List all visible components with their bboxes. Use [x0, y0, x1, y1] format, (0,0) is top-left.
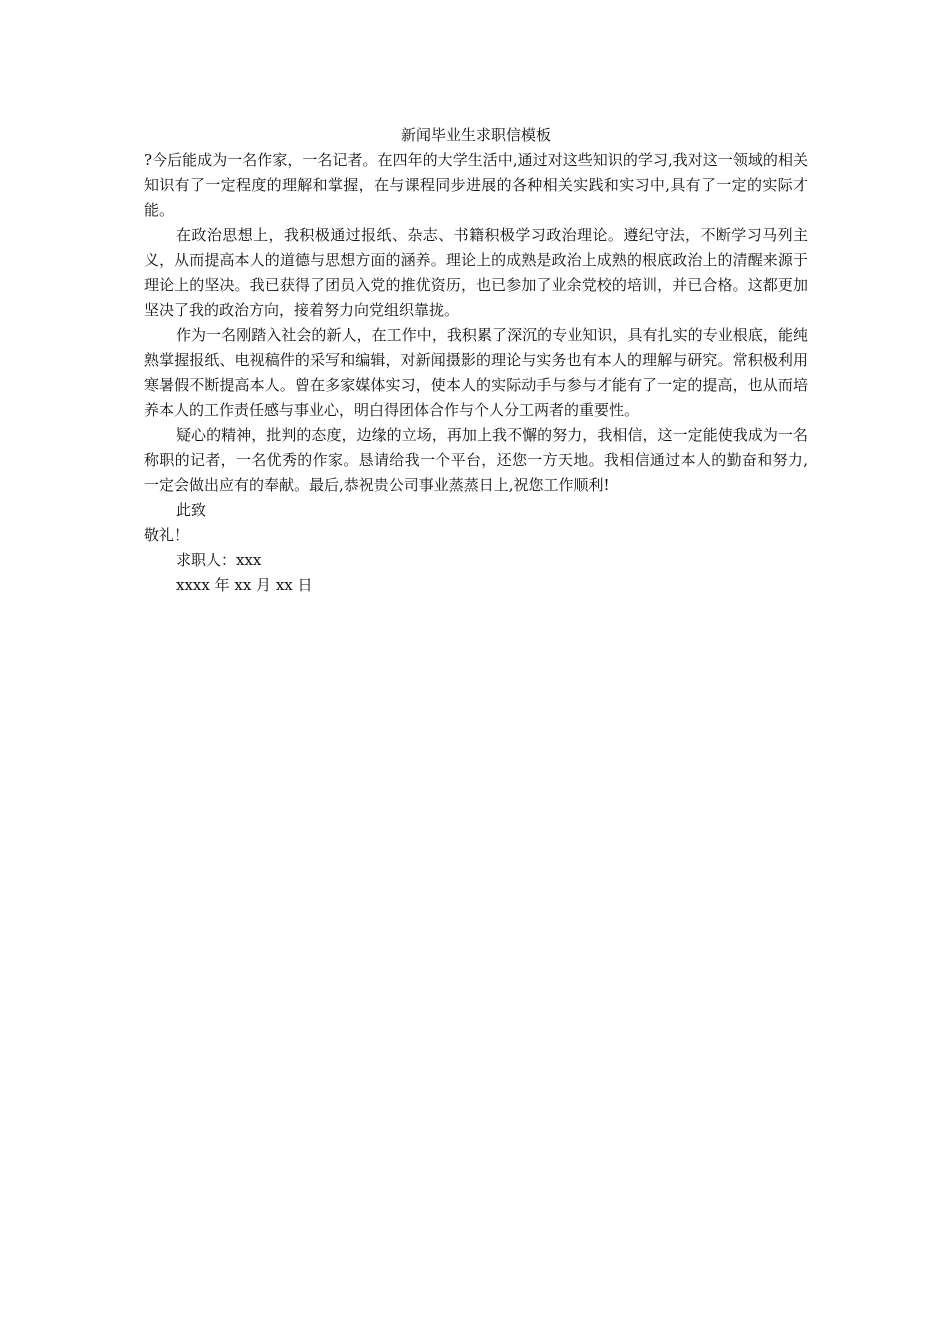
salute-line: 敬礼！: [144, 526, 190, 544]
closing-line: 此致: [176, 501, 207, 519]
signature-line: 求职人：xxx: [176, 551, 262, 569]
paragraph-experience: 作为一名刚踏入社会的新人，在工作中，我积累了深沉的专业知识，具有扎实的专业根底，能纯熟掌握报纸、电视稿件的采写和编辑，对新闻摄影的理论与实务也有本人的理解与研究。常积极利用寒暑假不断提高本人。曾在多家媒体实习，使本人的实际动手与参与才能有了一定的提高，也从而培养本人的工作责任感与事业心，明白得团体合作与个人分工两者的重要性。: [144, 326, 808, 419]
date-line: xxxx 年 xx 月 xx 日: [176, 576, 313, 594]
paragraph-intro: ?今后能成为一名作家，一名记者。在四年的大学生活中,通过对这些知识的学习,我对这一领域的相关知识有了一定程度的理解和掌握，在与课程同步进展的各种相关实践和实习中,具有了一定的实际才能。: [144, 151, 808, 219]
paragraph-conclusion: 疑心的精神，批判的态度，边缘的立场，再加上我不懈的努力，我相信，这一定能使我成为一名称职的记者，一名优秀的作家。恳请给我一个平台，还您一方天地。我相信通过本人的勤奋和努力,一定会做出应有的奉献。最后,恭祝贵公司事业蒸蒸日上,祝您工作顺利!: [144, 426, 808, 494]
document-body: [144, 124, 808, 598]
paragraph-political: 在政治思想上，我积极通过报纸、杂志、书籍积极学习政治理论。遵纪守法，不断学习马列主义，从而提高本人的道德与思想方面的涵养。理论上的成熟是政治上成熟的根底政治上的清醒来源于理论上的坚决。我已获得了团员入党的推优资历，也已参加了业余党校的培训，并已合格。这都更加坚决了我的政治方向，接着努力向党组织靠拢。: [144, 226, 808, 319]
document-title: 新闻毕业生求职信模板: [400, 126, 551, 144]
